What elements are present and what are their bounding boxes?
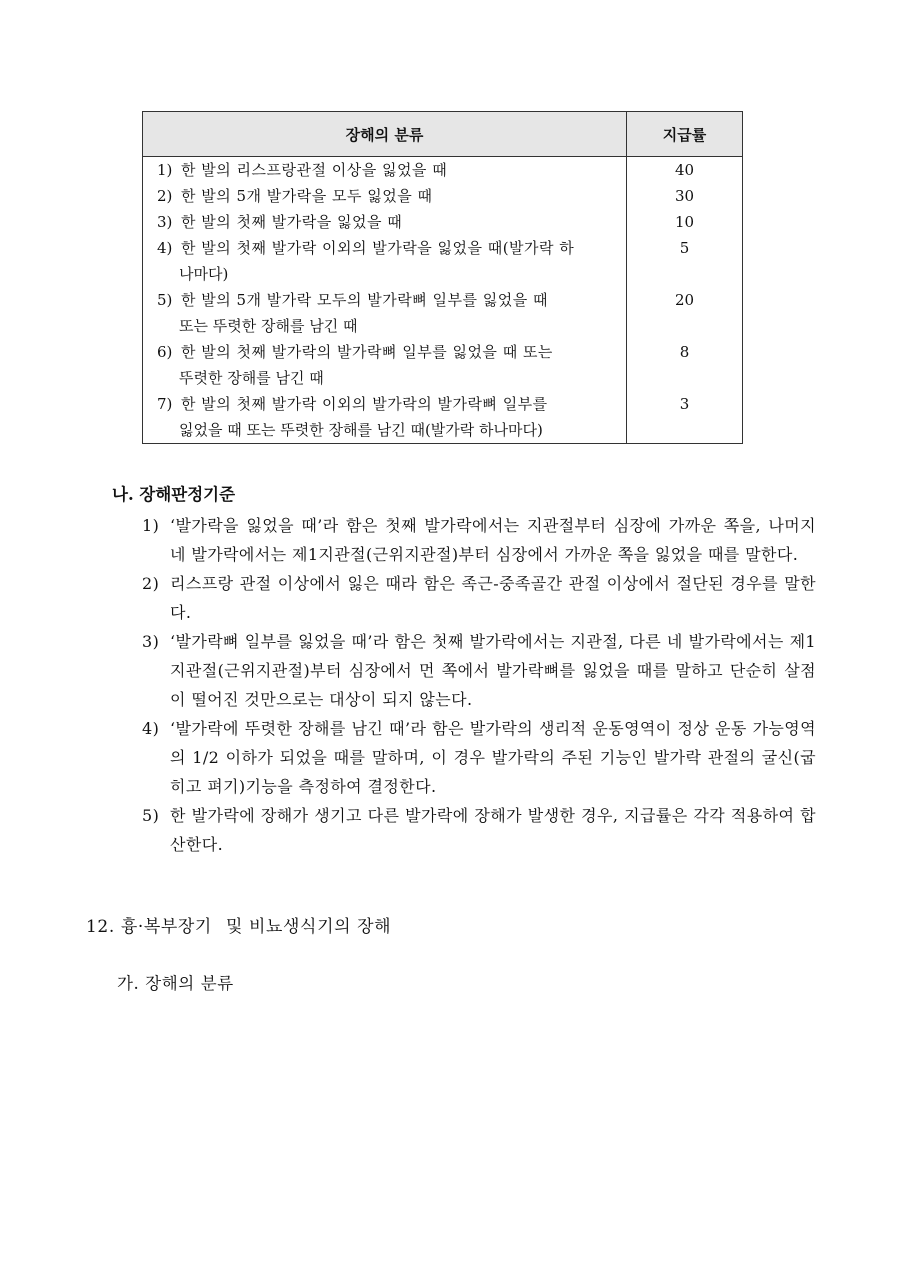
table-cell-category: [143, 157, 627, 184]
row-text-continued: 뚜렷한 장해를 남긴 때: [179, 369, 324, 387]
table-cell-category: [143, 287, 627, 339]
table-cell-rate: 8: [627, 339, 743, 391]
table-cell-category: [143, 235, 627, 287]
row-text-continued: 잃었을 때 또는 뚜렷한 장해를 남긴 때(발가락 하나마다): [179, 421, 543, 439]
table-cell-rate: 3: [627, 391, 743, 444]
row-text: 한 발의 5개 발가락 모두의 발가락뼈 일부를 잃었을 때: [181, 291, 548, 309]
row-number: 7): [157, 395, 173, 413]
list-item: [142, 627, 816, 714]
table-row: [143, 157, 743, 184]
row-number: 3): [157, 213, 173, 231]
list-item-text: 한 발가락에 장해가 생기고 다른 발가락에 장해가 발생한 경우, 지급률은 각각 적용하여 합산한다.: [170, 806, 816, 854]
section-heading-12-part-a: 12. 흉·복부장기: [86, 917, 212, 937]
row-text-continued: 나마다): [179, 265, 229, 283]
list-item: [142, 714, 816, 801]
row-number: 1): [157, 161, 173, 179]
table-row: [143, 235, 743, 287]
table-cell-rate: 5: [627, 235, 743, 287]
row-text-continued: 또는 뚜렷한 장해를 남긴 때: [179, 317, 358, 335]
list-item-number: 1): [142, 516, 160, 535]
table-cell-rate: 30: [627, 183, 743, 209]
table-cell-category: [143, 391, 627, 444]
row-number: 6): [157, 343, 173, 361]
table-cell-category: [143, 183, 627, 209]
list-item-text: 리스프랑 관절 이상에서 잃은 때라 함은 족근-중족골간 관절 이상에서 절단된 경우를 말한다.: [170, 574, 816, 622]
row-number: 5): [157, 291, 173, 309]
table-row: [143, 339, 743, 391]
table-row: [143, 183, 743, 209]
row-number: 2): [157, 187, 173, 205]
section-heading-12-part-b: 및 비뇨생식기의 장해: [225, 917, 392, 937]
table-cell-rate: 20: [627, 287, 743, 339]
row-text: 한 발의 첫째 발가락의 발가락뼈 일부를 잃었을 때 또는: [181, 343, 553, 361]
table-cell-category: [143, 339, 627, 391]
row-number: 4): [157, 239, 173, 257]
section-heading-12: [86, 914, 391, 940]
row-text: 한 발의 5개 발가락을 모두 잃었을 때: [181, 187, 433, 205]
table-cell-rate: 10: [627, 209, 743, 235]
list-item-text: ‘발가락뼈 일부를 잃었을 때’라 함은 첫째 발가락에서는 지관절, 다른 네 발가락에서는 제1지관절(근위지관절)부터 심장에서 먼 쪽에서 발가락뼈를 잃었을 때를 말하고 단순히 살점이 떨어진 것만으로는 대상이 되지 않는다.: [170, 632, 816, 709]
table-row: [143, 391, 743, 444]
disability-rate-table: [142, 111, 743, 444]
row-text: 한 발의 첫째 발가락 이외의 발가락의 발가락뼈 일부를: [181, 395, 548, 413]
subsection-heading-classification: 가. 장해의 분류: [117, 974, 234, 993]
list-item: [142, 801, 816, 859]
list-item: [142, 511, 816, 569]
section-heading-criteria: 나. 장해판정기준: [112, 485, 236, 504]
list-item-number: 5): [142, 806, 160, 825]
list-item-text: ‘발가락을 잃었을 때’라 함은 첫째 발가락에서는 지관절부터 심장에 가까운 쪽을, 나머지 네 발가락에서는 제1지관절(근위지관절)부터 심장에서 가까운 쪽을 잃었을 때를 말한다.: [170, 516, 816, 564]
criteria-list: [142, 511, 816, 859]
list-item-number: 4): [142, 719, 160, 738]
table-header-category: 장해의 분류: [143, 112, 627, 157]
row-text: 한 발의 첫째 발가락 이외의 발가락을 잃었을 때(발가락 하: [181, 239, 575, 257]
list-item-number: 3): [142, 632, 160, 651]
table-row: [143, 209, 743, 235]
list-item: [142, 569, 816, 627]
table-cell-category: [143, 209, 627, 235]
table-header-row: [143, 112, 743, 157]
row-text: 한 발의 리스프랑관절 이상을 잃었을 때: [181, 161, 448, 179]
table-header-rate: 지급률: [627, 112, 743, 157]
list-item-number: 2): [142, 574, 160, 593]
table-row: [143, 287, 743, 339]
table-cell-rate: 40: [627, 157, 743, 184]
list-item-text: ‘발가락에 뚜렷한 장해를 남긴 때’라 함은 발가락의 생리적 운동영역이 정상 운동 가능영역의 1/2 이하가 되었을 때를 말하며, 이 경우 발가락의 주된 기능인 발가락 관절의 굴신(굽히고 펴기)기능을 측정하여 결정한다.: [170, 719, 816, 796]
row-text: 한 발의 첫째 발가락을 잃었을 때: [181, 213, 403, 231]
